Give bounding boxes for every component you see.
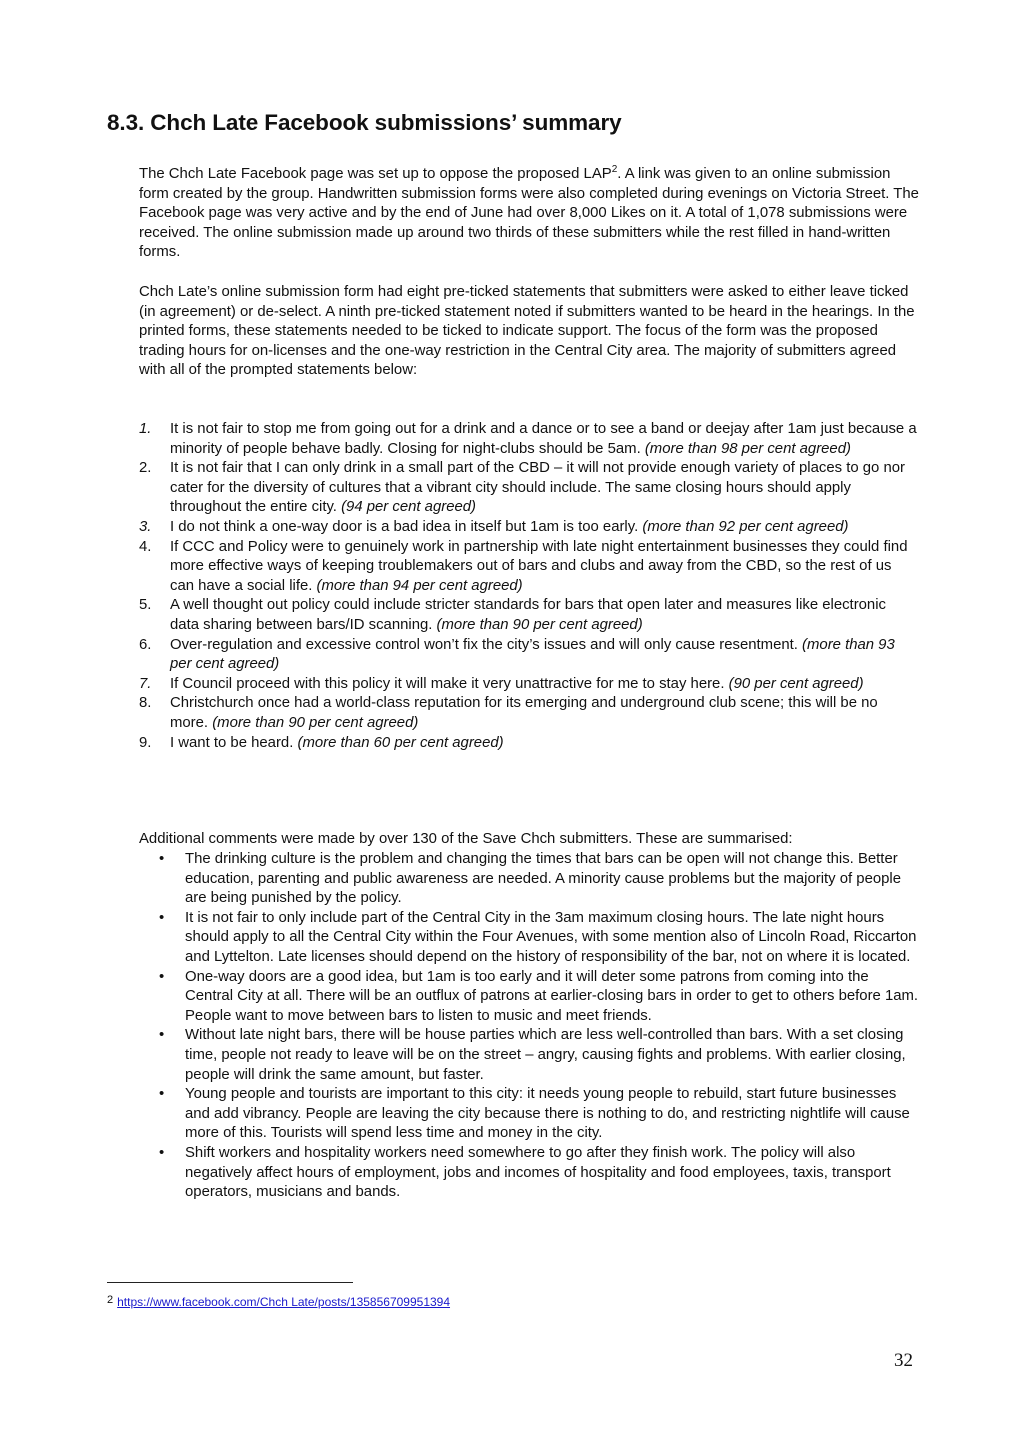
- statements-list: [139, 420, 919, 753]
- bullet-icon: •: [159, 1086, 165, 1103]
- statement-number: 8.: [139, 695, 152, 712]
- statement-item: [139, 636, 919, 675]
- statement-text: Over-regulation and excessive control won’t fix the city’s issues and will only cause resentment.: [170, 636, 803, 653]
- comment-item: [139, 850, 919, 909]
- intro-text-continued: . A link was given to an online submission form created by the group. Handwritten submission forms were also completed during evenings on Victoria Street. The Facebook page was very active and by the end of June had over 8,000 Likes on it. A total of 1,078 submissions were received. The online submission made up around two thirds of these submitters while the rest filled in hand-written forms.: [139, 166, 919, 261]
- agreement-percentage: (more than 90 per cent agreed): [436, 616, 643, 633]
- page-number: 32: [894, 1350, 913, 1371]
- statement-text: If Council proceed with this policy it will make it very unattractive for me to stay here.: [170, 675, 729, 692]
- statement-number: 9.: [139, 734, 152, 751]
- statement-text: I want to be heard.: [170, 734, 298, 751]
- comment-text: One-way doors are a good idea, but 1am is too early and it will deter some patrons from coming into the Central City at all. There will be an outflux of patrons at earlier-closing bars in order to get to others before 1am. People want to move between bars to listen to music and meet friends.: [185, 968, 919, 1024]
- footnote-divider: [107, 1282, 353, 1283]
- section-heading: 8.3. Chch Late Facebook submissions’ summary: [107, 110, 622, 135]
- bullet-icon: •: [159, 851, 165, 867]
- comment-text: Young people and tourists are important to this city: it needs young people to rebuild, start future businesses and add vibrancy. People are leaving the city because there is nothing to do, and restricting nightlife will cause more of this. Tourists will spend less time and money in the city.: [185, 1086, 910, 1142]
- bullet-icon: •: [159, 909, 165, 926]
- statement-number: 1.: [139, 421, 152, 437]
- comment-text: Without late night bars, there will be house parties which are less well-controlled than bars. With a set closing time, people not ready to leave will be on the street – angry, causing fights and problems. With earlier closing, people will drink the same amount, but faster.: [185, 1027, 906, 1083]
- statement-number: 7.: [139, 675, 152, 692]
- intro-text: The Chch Late Facebook page was set up to oppose the proposed LAP: [139, 166, 612, 182]
- footnote: [107, 1294, 450, 1311]
- comment-item: [139, 1085, 919, 1144]
- bullet-icon: •: [159, 968, 165, 985]
- agreement-percentage: (90 per cent agreed): [728, 675, 864, 692]
- statement-number: 5.: [139, 597, 152, 614]
- comment-item: [139, 1026, 919, 1085]
- agreement-percentage: (more than 60 per cent agreed): [297, 734, 504, 751]
- comments-list: [139, 850, 919, 1203]
- statement-item: [139, 538, 919, 597]
- footnote-link[interactable]: https://www.facebook.com/Chch Late/posts/135856709951394: [117, 1295, 451, 1309]
- footnote-marker: 2: [107, 1294, 114, 1306]
- statement-item: [139, 459, 919, 518]
- statement-item: [139, 675, 919, 695]
- agreement-percentage: (more than 90 per cent agreed): [212, 714, 419, 731]
- statement-text: I do not think a one-way door is a bad idea in itself but 1am is too early.: [170, 518, 643, 535]
- comment-text: The drinking culture is the problem and changing the times that bars can be open will not change this. Better education, parenting and public awareness are needed. A minority cause problems but the majority of people are being punished by the policy.: [185, 851, 902, 907]
- comments-intro: Additional comments were made by over 130 of the Save Chch submitters. These are summarised:: [139, 831, 793, 847]
- comment-item: [139, 968, 919, 1027]
- statement-text: It is not fair that I can only drink in a small part of the CBD – it will not provide enough variety of places to go nor cater for the diversity of cultures that a vibrant city should include. The same closing hours should apply throughout the entire city.: [170, 460, 905, 516]
- agreement-percentage: (94 per cent agreed): [341, 499, 477, 516]
- comment-item: [139, 1144, 919, 1203]
- statement-number: 3.: [139, 518, 152, 535]
- comment-text: It is not fair to only include part of the Central City in the 3am maximum closing hours. The late night hours should apply to all the Central City within the Four Avenues, with some mention also of Lincoln Road, Riccarton and Lyttelton. Late licenses should depend on the history of responsibility of the bar, not on where it is located.: [185, 909, 917, 965]
- comment-item: [139, 909, 919, 968]
- statement-number: 4.: [139, 538, 152, 555]
- bullet-icon: •: [159, 1144, 165, 1161]
- agreement-percentage: (more than 94 per cent agreed): [316, 577, 523, 594]
- comment-text: Shift workers and hospitality workers need somewhere to go after they finish work. The policy will also negatively affect hours of employment, jobs and incomes of hospitality and food employees, taxis, transport operators, musicians and bands.: [185, 1144, 891, 1201]
- statement-item: [139, 518, 919, 538]
- statement-item: [139, 596, 919, 635]
- statement-item: [139, 694, 919, 733]
- statement-item: [139, 734, 919, 754]
- intro-paragraph: [139, 165, 919, 263]
- bullet-icon: •: [159, 1027, 165, 1044]
- form-paragraph: Chch Late’s online submission form had eight pre-ticked statements that submitters were asked to either leave ticked (in agreement) or de-select. A ninth pre-ticked statement noted if submitters wanted to be heard in the hearings. In the printed forms, these statements needed to be ticked to indicate support. The focus of the form was the proposed trading hours for on-licenses and the one-way restriction in the Central City area. The majority of submitters agreed with all of the prompted statements below:: [139, 284, 915, 379]
- statement-item: [139, 420, 919, 459]
- statement-number: 2.: [139, 460, 152, 477]
- agreement-percentage: (more than 93 per cent agreed): [170, 636, 895, 673]
- statement-text: Christchurch once had a world-class reputation for its emerging and underground club scene; this will be no more.: [170, 695, 878, 731]
- agreement-percentage: (more than 92 per cent agreed): [642, 518, 849, 535]
- statement-text: It is not fair to stop me from going out for a drink and a dance or to see a band or deejay after 1am just because a minority of people behave badly. Closing for night-clubs should be 5am.: [170, 421, 917, 457]
- footnote-reference: 2: [611, 164, 618, 175]
- statement-text: If CCC and Policy were to genuinely work in partnership with late night entertainment businesses they could find more effective ways of keeping troublemakers out of bars and clubs and away from the CBD, so the rest of us can have a social life.: [170, 538, 908, 594]
- statement-text: A well thought out policy could include stricter standards for bars that open later and measures like electronic data sharing between bars/ID scanning.: [170, 597, 886, 633]
- statement-number: 6.: [139, 636, 152, 653]
- agreement-percentage: (more than 98 per cent agreed): [644, 440, 851, 457]
